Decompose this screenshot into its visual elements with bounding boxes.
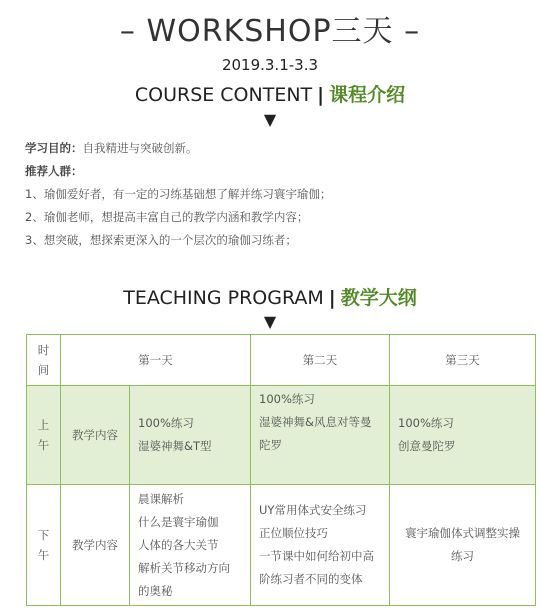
course-heading-cn: 课程介绍 (329, 84, 406, 106)
time-header-cell (27, 335, 61, 386)
down-triangle-icon: ▼ (263, 312, 277, 331)
learning-goal (25, 137, 525, 160)
table-header-row (27, 335, 536, 386)
morning-time-cell (27, 386, 61, 485)
afternoon-day2-cell (251, 485, 390, 606)
cell-line: 湿婆神舞&T型 (138, 439, 212, 453)
cell-line: 阶练习者不同的变体 (259, 572, 363, 586)
audience-item: 2、瑜伽老师，想提高丰富自己的教学内涵和教学内容； (25, 210, 309, 224)
morning-day3-cell (390, 386, 536, 485)
cell-line: 什么是寰宇瑜伽 (138, 514, 219, 529)
morning-row (27, 386, 536, 485)
time-header-char: 时 (37, 343, 50, 357)
program-heading-separator: | (328, 287, 336, 309)
morning-day2-cell (251, 386, 390, 485)
cell-line: 解析关节移动方向 (138, 560, 230, 575)
day2-header: 第二天 (251, 335, 390, 386)
cell-line: 寰宇瑜伽体式调整实操 (405, 526, 520, 540)
workshop-date: 2019.3.1-3.3 (221, 56, 319, 74)
course-intro (25, 137, 525, 252)
cell-line: 100%练习 (398, 416, 454, 430)
down-triangle-icon: ▼ (263, 110, 277, 129)
course-content-heading (0, 80, 540, 107)
cell-line: 的奥秘 (138, 583, 173, 598)
program-heading-cn: 教学大纲 (340, 287, 417, 309)
teaching-program-heading (0, 283, 540, 310)
day1-header: 第一天 (61, 335, 251, 386)
morning-char: 午 (37, 438, 50, 452)
schedule-table (26, 334, 536, 606)
cell-line: 陀罗 (259, 438, 282, 452)
morning-content-label: 教学内容 (61, 386, 130, 485)
program-heading-en: TEACHING PROGRAM (123, 287, 324, 309)
cell-line: 晨课解析 (138, 491, 184, 506)
cell-line: 练习 (451, 549, 474, 563)
afternoon-day1-cell (130, 485, 251, 606)
afternoon-char: 午 (37, 548, 50, 562)
morning-day1-cell (130, 386, 251, 485)
cell-line: 100%练习 (138, 416, 194, 430)
morning-char: 上 (37, 418, 50, 432)
day3-header: 第三天 (390, 335, 536, 386)
learning-goal-text: 自我精进与突破创新。 (82, 141, 198, 155)
time-header-char: 间 (37, 363, 50, 377)
course-heading-separator: | (317, 84, 325, 106)
cell-line: 正位顺位技巧 (259, 526, 328, 540)
cell-line: UY常用体式安全练习 (259, 503, 367, 517)
audience-label: 推荐人群： (25, 164, 83, 178)
audience-item: 1、瑜伽爱好者，有一定的习练基础想了解并练习寰宇瑜伽； (25, 187, 332, 201)
cell-line: 湿婆神舞&风息对等曼 (259, 415, 372, 429)
afternoon-row (27, 485, 536, 606)
afternoon-day3-cell (390, 485, 536, 606)
audience-item: 3、想突破，想探索更深入的一个层次的瑜伽习练者； (25, 233, 297, 247)
afternoon-content-label: 教学内容 (61, 485, 130, 606)
audience-heading (25, 160, 525, 183)
learning-goal-label: 学习目的： (25, 141, 83, 155)
cell-line: 一节课中如何给初中高 (259, 549, 374, 563)
workshop-title: – WORKSHOP三天 – (119, 14, 421, 49)
cell-line: 100%练习 (259, 392, 315, 406)
course-heading-en: COURSE CONTENT (134, 84, 313, 106)
afternoon-char: 下 (37, 528, 50, 542)
afternoon-time-cell (27, 485, 61, 606)
cell-line: 人体的各大关节 (138, 537, 219, 552)
cell-line: 创意曼陀罗 (398, 439, 456, 453)
